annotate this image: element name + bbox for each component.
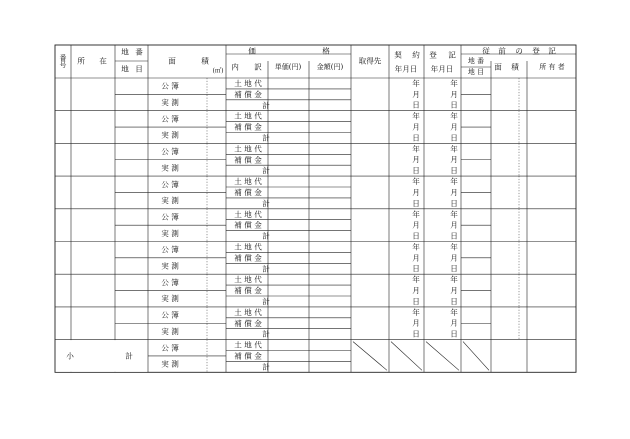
header-contract-1: 契 <box>394 50 402 60</box>
label-survey: 実 測 <box>161 359 179 369</box>
label-land-price: 土 地 代 <box>234 242 262 252</box>
registration-month: 月 <box>450 155 458 165</box>
label-survey: 実 測 <box>161 98 179 108</box>
header-previous-2: 前 <box>498 46 506 56</box>
header-number: 番号 <box>59 54 67 68</box>
label-ledger: 公 簿 <box>161 343 179 353</box>
header-previous-5: 記 <box>548 46 556 56</box>
contract-year: 年 <box>412 307 420 317</box>
label-survey: 実 測 <box>161 196 179 206</box>
header-contract-2: 約 <box>412 50 420 60</box>
label-compensation: 補 償 金 <box>234 286 262 296</box>
label-land-price: 土 地 代 <box>234 144 262 154</box>
header-amount: 金額(円) <box>316 63 344 71</box>
label-compensation: 補 償 金 <box>234 318 262 328</box>
header-previous-3: の <box>515 46 523 56</box>
contract-month: 月 <box>412 89 420 99</box>
contract-day: 日 <box>412 166 420 176</box>
label-compensation: 補 償 金 <box>234 155 262 165</box>
label-survey: 実 測 <box>161 294 179 304</box>
label-compensation: 補 償 金 <box>234 220 262 230</box>
registration-month: 月 <box>450 89 458 99</box>
label-ledger: 公 簿 <box>161 245 179 255</box>
label-ledger: 公 簿 <box>161 114 179 124</box>
contract-month: 月 <box>412 220 420 230</box>
contract-day: 日 <box>412 329 420 339</box>
registration-day: 日 <box>450 296 458 306</box>
contract-year: 年 <box>412 144 420 154</box>
subtotal-strike <box>353 342 387 371</box>
registration-month: 月 <box>450 122 458 132</box>
registration-month: 月 <box>450 318 458 328</box>
label-compensation: 補 償 金 <box>234 351 262 361</box>
contract-year: 年 <box>412 79 420 88</box>
contract-month: 月 <box>412 155 420 165</box>
contract-month: 月 <box>412 187 420 197</box>
label-land-price: 土 地 代 <box>234 275 262 285</box>
header-previous-1: 従 <box>482 46 490 56</box>
header-contract-ymd: 年月日 <box>394 64 418 74</box>
contract-day: 日 <box>412 198 420 208</box>
header-prev-chimoku: 地 目 <box>467 68 485 76</box>
registration-year: 年 <box>450 177 458 187</box>
label-survey: 実 測 <box>161 228 179 238</box>
label-total: 計 <box>262 198 270 208</box>
label-compensation: 補 償 金 <box>234 187 262 197</box>
contract-month: 月 <box>412 253 420 263</box>
label-compensation: 補 償 金 <box>234 122 262 132</box>
contract-day: 日 <box>412 100 420 110</box>
label-land-price: 土 地 代 <box>234 111 262 121</box>
registration-month: 月 <box>450 187 458 197</box>
label-total: 計 <box>262 329 270 339</box>
registration-year: 年 <box>450 242 458 252</box>
contract-day: 日 <box>412 133 420 143</box>
label-land-price: 土 地 代 <box>234 78 262 88</box>
contract-month: 月 <box>412 286 420 295</box>
label-compensation: 補 償 金 <box>234 89 262 99</box>
header-area-1: 面 <box>168 56 176 66</box>
registration-year: 年 <box>450 307 458 317</box>
header-breakdown-2: 訳 <box>254 62 262 72</box>
contract-year: 年 <box>412 111 420 121</box>
label-ledger: 公 簿 <box>161 310 179 320</box>
label-total: 計 <box>262 362 270 372</box>
header-chiban-1: 地 <box>121 47 129 57</box>
contract-year: 年 <box>412 177 420 187</box>
header-prev-area-1: 面 <box>494 62 502 72</box>
registration-day: 日 <box>450 100 458 110</box>
label-total: 計 <box>262 296 270 306</box>
header-owner: 所 有 者 <box>539 63 565 71</box>
label-ledger: 公 簿 <box>161 212 179 222</box>
header-chiban-2: 番 <box>135 47 143 57</box>
registration-year: 年 <box>450 79 458 88</box>
registration-month: 月 <box>450 220 458 230</box>
header-registration-2: 記 <box>448 50 456 60</box>
header-chimoku-2: 目 <box>135 64 143 74</box>
header-area-unit: (㎡) <box>212 67 224 75</box>
label-compensation: 補 償 金 <box>234 253 262 263</box>
header-breakdown-1: 内 <box>231 62 239 72</box>
registration-day: 日 <box>450 133 458 143</box>
header-unit-price: 単価(円) <box>274 63 302 71</box>
contract-year: 年 <box>412 209 420 219</box>
registration-day: 日 <box>450 329 458 339</box>
contract-year: 年 <box>412 242 420 252</box>
subtotal-strike <box>426 342 459 371</box>
header-location-2: 在 <box>99 56 107 66</box>
label-land-price: 土 地 代 <box>234 307 262 317</box>
label-survey: 実 測 <box>161 163 179 173</box>
label-ledger: 公 簿 <box>161 147 179 157</box>
label-land-price: 土 地 代 <box>234 177 262 187</box>
header-price-1: 価 <box>248 46 256 56</box>
subtotal-label-1: 小 <box>66 351 74 361</box>
registration-month: 月 <box>450 253 458 263</box>
label-total: 計 <box>262 166 270 176</box>
contract-day: 日 <box>412 264 420 274</box>
label-survey: 実 測 <box>161 326 179 336</box>
header-area-2: 積 <box>201 56 209 66</box>
label-land-price: 土 地 代 <box>234 209 262 219</box>
subtotal-strike <box>391 342 422 371</box>
label-ledger: 公 簿 <box>161 81 179 91</box>
contract-month: 月 <box>412 122 420 132</box>
registration-day: 日 <box>450 166 458 176</box>
header-prev-chiban: 地 番 <box>467 57 485 65</box>
contract-year: 年 <box>412 275 420 285</box>
label-total: 計 <box>262 133 270 143</box>
header-acquirer: 取得先 <box>358 56 382 66</box>
form-grid-lines <box>55 45 576 372</box>
header-previous-4: 登 <box>532 46 540 56</box>
contract-day: 日 <box>412 231 420 241</box>
contract-month: 月 <box>412 318 420 328</box>
registration-year: 年 <box>450 111 458 121</box>
header-location-1: 所 <box>77 56 85 66</box>
label-ledger: 公 簿 <box>161 277 179 287</box>
label-total: 計 <box>262 100 270 110</box>
subtotal-label-2: 計 <box>125 351 133 361</box>
label-land-price: 土 地 代 <box>234 340 262 350</box>
header-prev-area-2: 積 <box>511 62 519 72</box>
label-survey: 実 測 <box>161 261 179 271</box>
registration-day: 日 <box>450 264 458 274</box>
contract-day: 日 <box>412 296 420 306</box>
label-ledger: 公 簿 <box>161 179 179 189</box>
registration-year: 年 <box>450 144 458 154</box>
registration-month: 月 <box>450 286 458 295</box>
registration-day: 日 <box>450 231 458 241</box>
label-survey: 実 測 <box>161 130 179 140</box>
label-total: 計 <box>262 264 270 274</box>
header-chimoku-1: 地 <box>121 64 129 74</box>
header-registration-1: 登 <box>429 50 437 60</box>
header-registration-ymd: 年月日 <box>430 64 454 74</box>
registration-day: 日 <box>450 198 458 208</box>
header-price-2: 格 <box>322 46 330 56</box>
subtotal-strike <box>463 342 489 371</box>
registration-year: 年 <box>450 275 458 285</box>
label-total: 計 <box>262 231 270 241</box>
registration-year: 年 <box>450 209 458 219</box>
